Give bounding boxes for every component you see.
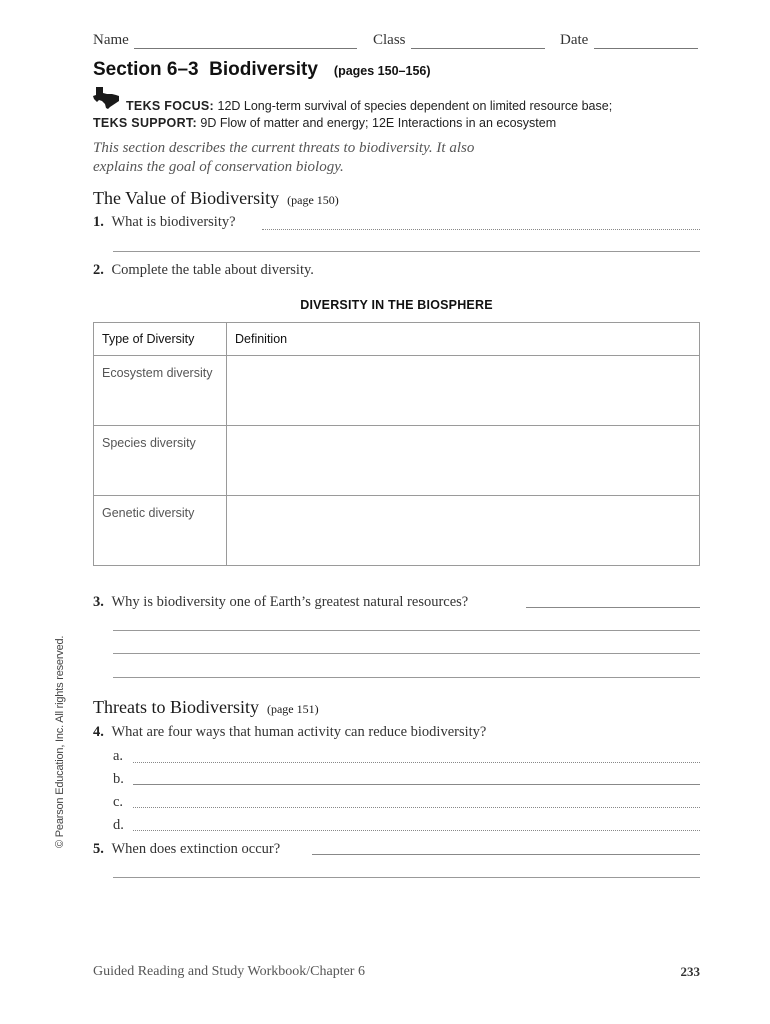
teks-focus [126,99,612,113]
option-b-label: b. [113,771,124,787]
section-pages: (pages 150–156) [333,64,431,78]
question-3-text: Why is biodiversity one of Earth’s greatest natural resources? [111,594,469,610]
definition-cell-genetic[interactable] [227,496,700,566]
copyright-sidebar: © Pearson Education, Inc. All rights reserved. [54,635,66,848]
name-field[interactable] [134,48,357,49]
answer-line-1a[interactable] [262,229,700,230]
answer-line-3b[interactable] [113,630,700,631]
value-heading-page: (page 150) [287,193,339,207]
question-4-number: 4. [93,724,104,740]
option-c-label: c. [113,794,124,810]
value-heading [93,188,339,209]
date-label: Date [560,32,589,48]
diversity-table [93,322,700,566]
question-3 [93,594,468,611]
table-row [94,356,700,426]
row-label-species: Species diversity [94,426,227,496]
table-header-row [94,323,700,356]
question-2 [93,262,314,279]
question-1-text: What is biodiversity? [111,214,236,230]
question-1 [93,214,236,231]
name-label: Name [93,32,129,48]
answer-line-1b[interactable] [113,251,700,252]
question-2-number: 2. [93,262,104,278]
texas-icon [92,86,120,110]
threats-heading-page: (page 151) [266,702,319,716]
section-heading [93,59,431,81]
question-4-text: What are four ways that human activity can reduce biodiversity? [111,724,487,740]
definition-cell-species[interactable] [227,426,700,496]
answer-line-3d[interactable] [113,677,700,678]
answer-line-3c[interactable] [113,653,700,654]
question-5-number: 5. [93,841,104,857]
section-title: Section 6–3 Biodiversity [93,59,318,80]
option-a-label: a. [113,748,124,764]
page-number: 233 [680,964,700,979]
teks-support [93,116,556,130]
teks-focus-label: TEKS FOCUS: [126,99,215,113]
table-row [94,426,700,496]
answer-line-4d[interactable] [133,830,700,831]
definition-cell-ecosystem[interactable] [227,356,700,426]
table-title: DIVERSITY IN THE BIOSPHERE [300,298,493,312]
answer-line-4a[interactable] [133,762,700,763]
date-field[interactable] [594,48,698,49]
class-field[interactable] [411,48,545,49]
footer-text: Guided Reading and Study Workbook/Chapter 6 [93,964,365,979]
threats-heading [93,697,319,718]
table-row [94,496,700,566]
table-header-type: Type of Diversity [94,323,227,356]
teks-focus-text: 12D Long-term survival of species dependent on limited resource base; [214,99,613,113]
answer-line-5b[interactable] [113,877,700,878]
threats-heading-title: Threats to Biodiversity [93,697,259,717]
answer-line-3a[interactable] [526,607,700,608]
intro-line-2: explains the goal of conservation biology. [93,159,344,175]
row-label-ecosystem: Ecosystem diversity [94,356,227,426]
answer-line-4c[interactable] [133,807,700,808]
intro-line-1: This section describes the current threats to biodiversity. It also [93,140,475,156]
question-5-text: When does extinction occur? [111,841,281,857]
value-heading-title: The Value of Biodiversity [93,188,280,208]
answer-line-4b[interactable] [133,784,700,785]
table-header-definition: Definition [227,323,700,356]
class-label: Class [373,32,406,48]
answer-line-5a[interactable] [312,854,700,855]
question-5 [93,841,280,858]
teks-support-text: 9D Flow of matter and energy; 12E Interactions in an ecosystem [196,116,557,130]
option-d-label: d. [113,817,124,833]
question-2-text: Complete the table about diversity. [111,262,314,278]
question-1-number: 1. [93,214,104,230]
row-label-genetic: Genetic diversity [94,496,227,566]
teks-support-label: TEKS SUPPORT: [93,116,197,130]
question-3-number: 3. [93,594,104,610]
question-4 [93,724,486,741]
